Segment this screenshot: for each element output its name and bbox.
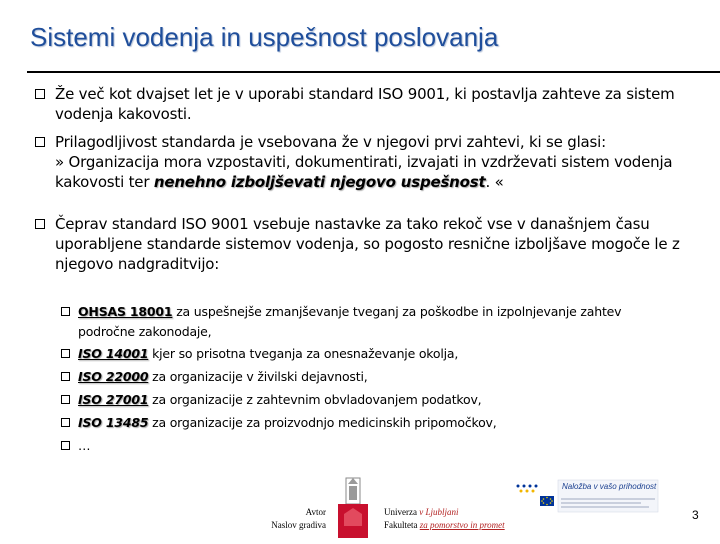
checkbox-bullet-icon bbox=[61, 418, 70, 427]
university-logo-graphic bbox=[334, 474, 372, 540]
checkbox-bullet-icon bbox=[35, 137, 45, 147]
eu-slogan: Naložba v vašo prihodnost bbox=[562, 482, 657, 491]
standard-code: ISO 14001 bbox=[78, 346, 149, 361]
quote-text: » Organizacija mora vzpostaviti, dokumentirati, izvajati in vzdrževati sistem vodenja kakovosti ter bbox=[55, 153, 673, 191]
university-logo bbox=[334, 474, 372, 540]
footer-author-label: Avtor bbox=[305, 507, 326, 517]
sub-item-iso22000 bbox=[78, 367, 368, 387]
bullet-text: Prilagodljivost standarda je vsebovana že v njegovi prvi zahtevi, ki se glasi: bbox=[55, 133, 606, 151]
page-title: Sistemi vodenja in uspešnost poslovanja bbox=[30, 22, 499, 52]
sub-item-ohsas bbox=[78, 302, 621, 342]
checkbox-bullet-icon bbox=[61, 307, 70, 316]
faculty-name: za pomorstvo in promet bbox=[419, 520, 505, 530]
quote-end: . « bbox=[485, 173, 504, 191]
bullet-text: Čeprav standard ISO 9001 vsebuje nastavke za tako rekoč vse v današnjem času uporabljene standarde sistemov vodenja, so pogosto resnične izboljšave mogoče le z njegovo nadgraditvijo: bbox=[55, 215, 680, 273]
checkbox-bullet-icon bbox=[61, 349, 70, 358]
checkbox-bullet-icon bbox=[61, 395, 70, 404]
checkbox-bullet-icon bbox=[61, 372, 70, 381]
standard-code: ISO 27001 bbox=[78, 392, 149, 407]
sub-item-iso13485 bbox=[78, 413, 497, 433]
standard-code: ISO 22000 bbox=[78, 369, 149, 384]
bullet-text: Že več kot dvajset let je v uporabi standard ISO 9001, ki postavlja zahteve za sistem vodenja kakovosti. bbox=[55, 85, 675, 123]
sub-item-iso27001 bbox=[78, 390, 481, 410]
standard-code: ISO 13485 bbox=[78, 415, 149, 430]
bullet-adaptability bbox=[55, 132, 685, 192]
quote-emphasis: nenehno izboljševati njegovo uspešnost bbox=[153, 173, 486, 191]
sub-item-text: … bbox=[78, 438, 91, 453]
footer-university bbox=[384, 506, 505, 532]
footer-author bbox=[258, 506, 326, 532]
sub-item-text: za organizacije z zahtevnim obvladovanjem podatkov, bbox=[148, 392, 482, 407]
checkbox-bullet-icon bbox=[35, 219, 45, 229]
faculty-prefix: Fakulteta bbox=[384, 520, 420, 530]
bullet-iso9001-intro bbox=[55, 84, 685, 124]
eu-logo bbox=[512, 478, 662, 514]
standard-code: OHSAS 18001 bbox=[78, 304, 173, 319]
sub-item-iso14001 bbox=[78, 344, 458, 364]
sub-item-text: za organizacije v živilski dejavnosti, bbox=[148, 369, 368, 384]
page-number: 3 bbox=[692, 508, 699, 522]
sub-item-text: kjer so prisotna tveganja za onesnaževanje okolja, bbox=[148, 346, 459, 361]
sub-item-text: za uspešnejše zmanjševanje tveganj za poškodbe in izpolnjevanje zahtev bbox=[172, 304, 622, 319]
sub-item-text: za organizacije za proizvodnjo medicinskih pripomočkov, bbox=[148, 415, 497, 430]
sub-item-more bbox=[78, 436, 90, 456]
checkbox-bullet-icon bbox=[61, 441, 70, 450]
sub-item-text-cont: področne zakonodaje, bbox=[78, 324, 212, 339]
checkbox-bullet-icon bbox=[35, 89, 45, 99]
title-divider bbox=[27, 71, 720, 73]
bullet-upgrade bbox=[55, 214, 690, 274]
uni-prefix: Univerza bbox=[384, 507, 420, 517]
footer-material-title: Naslov gradiva bbox=[271, 520, 326, 530]
uni-name: v Ljubljani bbox=[419, 507, 459, 517]
